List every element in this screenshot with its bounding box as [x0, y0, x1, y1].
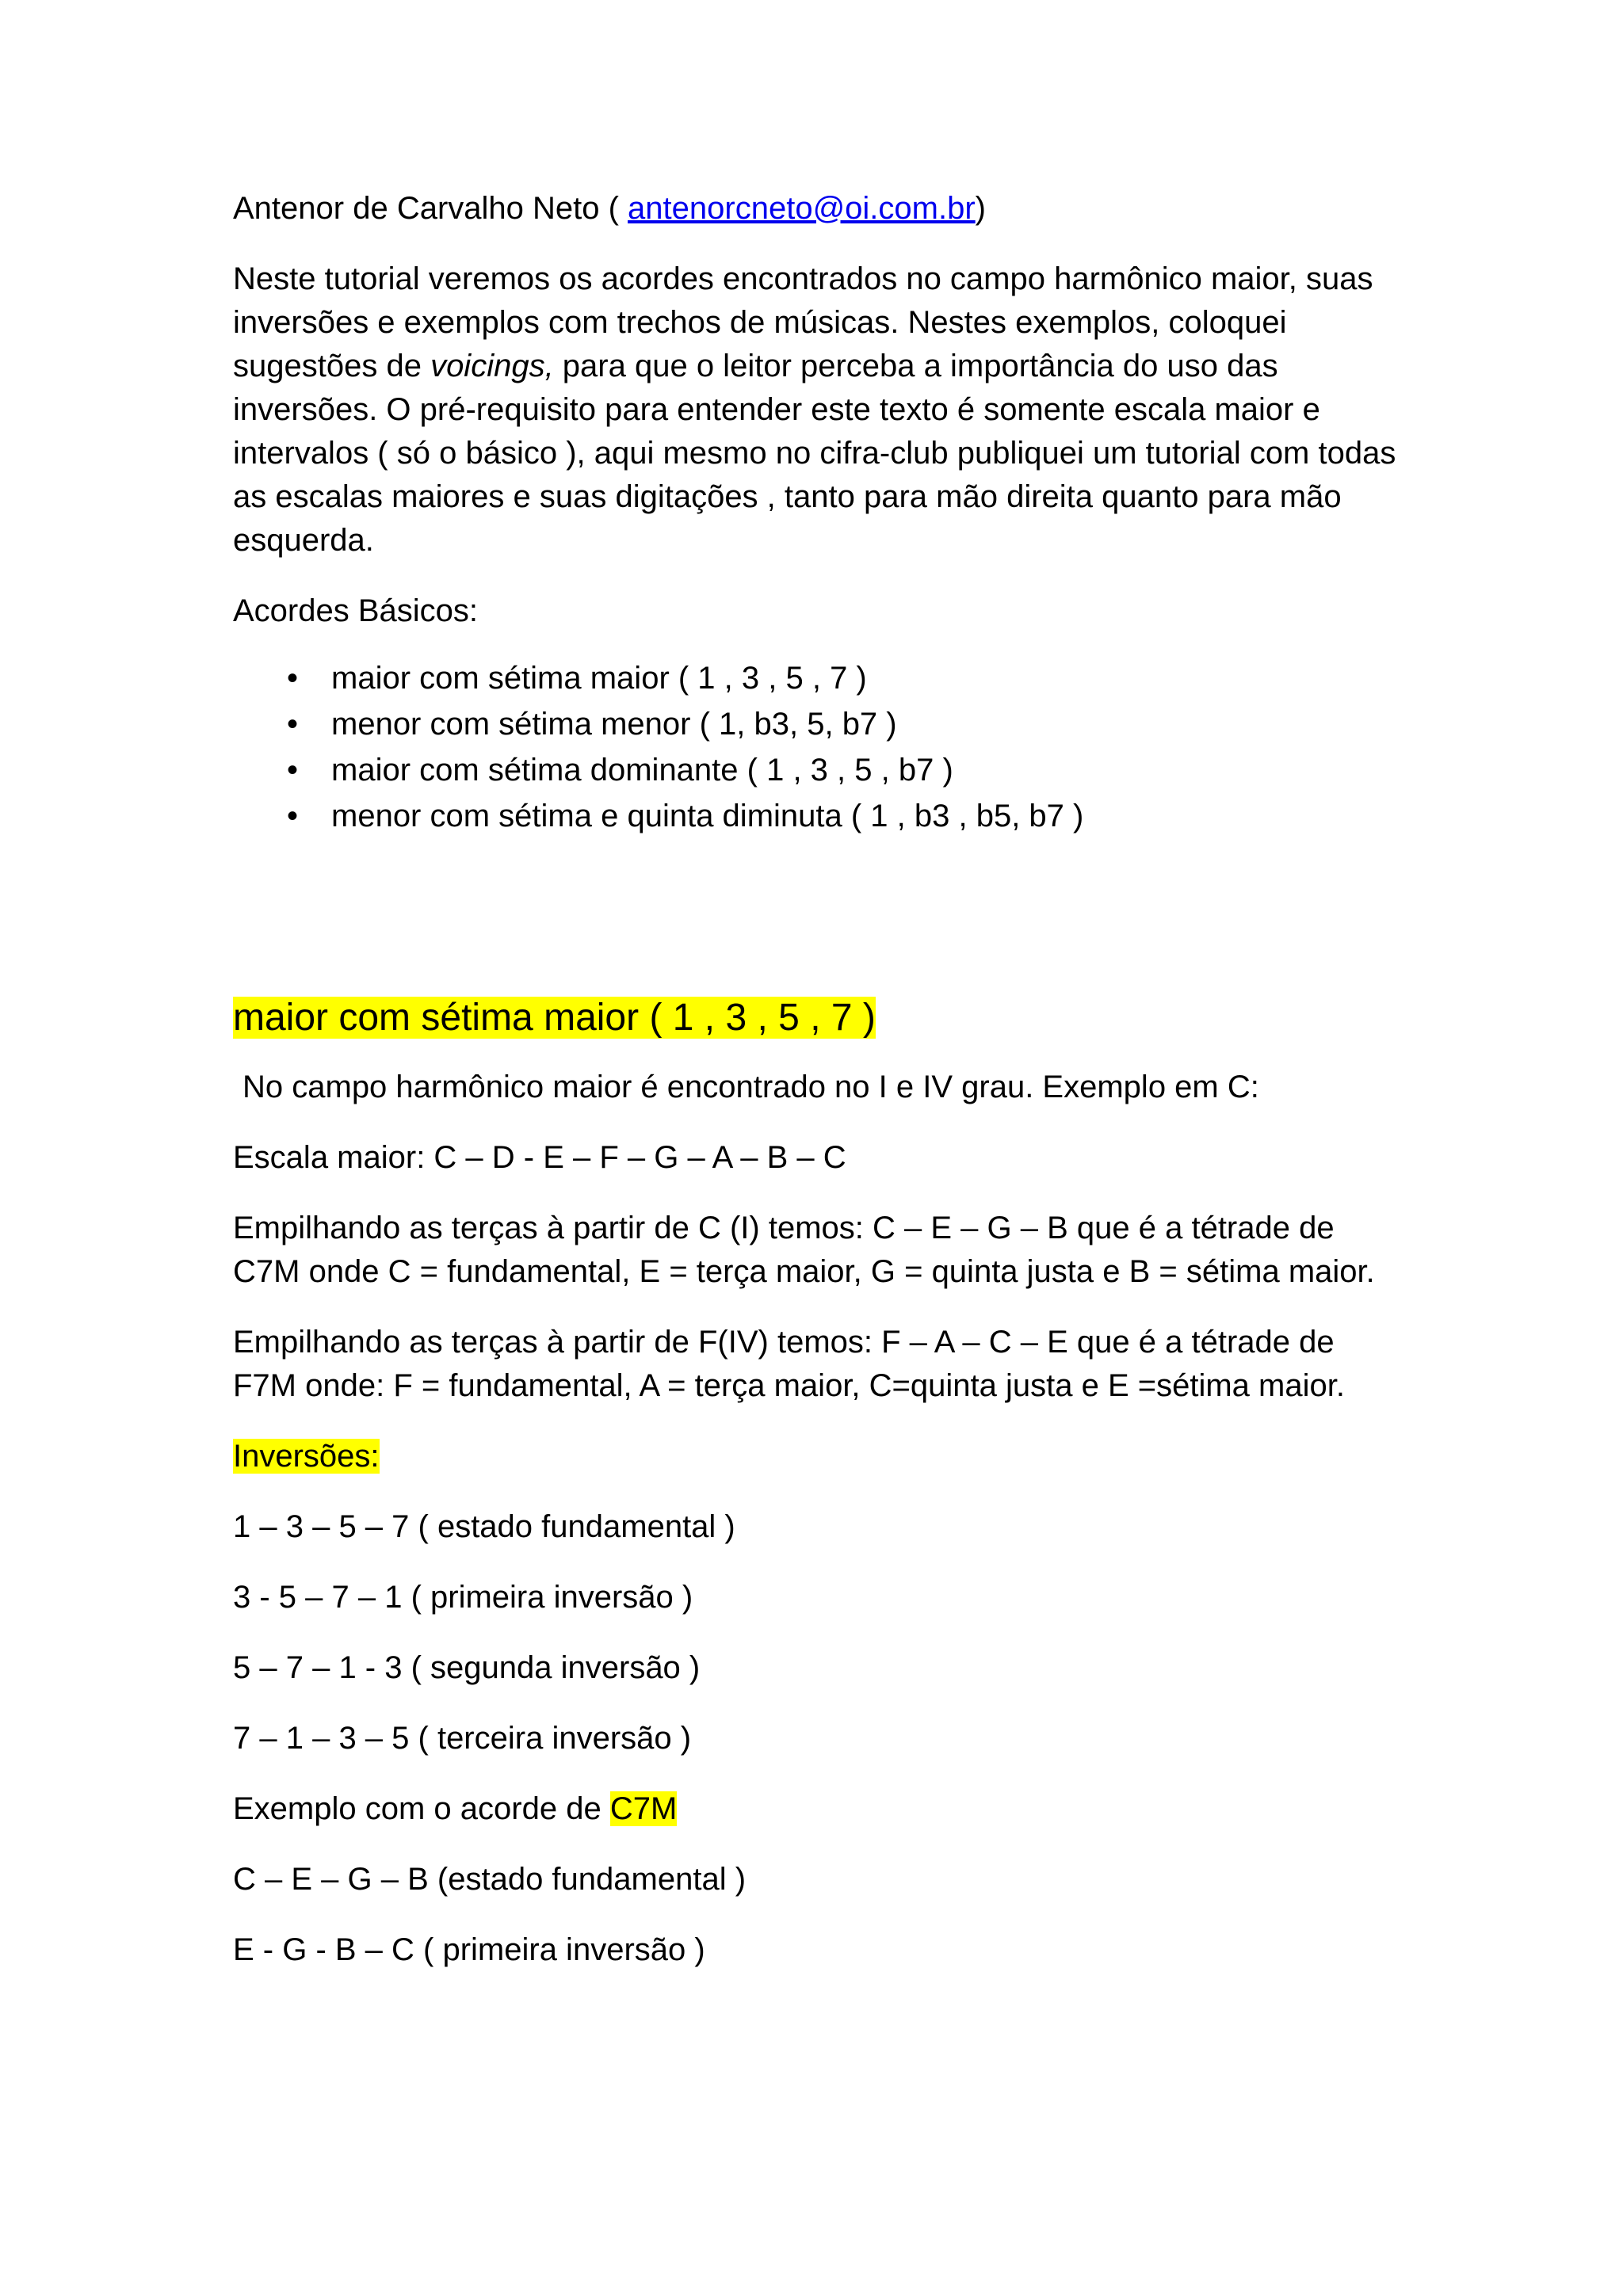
list-item-text: menor com sétima menor ( 1, b3, 5, b7 ) — [331, 707, 897, 742]
section-title-text: maior com sétima maior ( 1 , 3 , 5 , 7 ) — [233, 997, 876, 1039]
bullet-icon: • — [287, 753, 299, 788]
inversions-heading-text: Inversões: — [233, 1439, 380, 1474]
list-item — [233, 655, 1406, 701]
author-name: Antenor de Carvalho Neto ( — [233, 191, 628, 226]
author-line — [233, 187, 1406, 231]
section-paragraph-3: Empilhando as terças à partir de C (I) temos: C – E – G – B que é a tétrade de C7M onde C = fundamental, E = terça maior, G = quinta justa e B = sétima maior. — [233, 1211, 1375, 1289]
list-item — [233, 701, 1406, 747]
inversions-heading — [233, 1435, 1406, 1478]
example-line: C – E – G – B (estado fundamental ) — [233, 1862, 747, 1897]
bullet-icon: • — [287, 707, 299, 742]
section-paragraph-4: Empilhando as terças à partir de F(IV) temos: F – A – C – E que é a tétrade de F7M onde: F = fundamental, A = terça maior, C=quinta justa e E =sétima maior. — [233, 1325, 1345, 1403]
section-title — [233, 994, 1406, 1042]
basic-chords-list — [233, 655, 1406, 839]
section-paragraph-1: No campo harmônico maior é encontrado no I e IV grau. Exemplo em C: — [242, 1070, 1259, 1104]
list-item-text: menor com sétima e quinta diminuta ( 1 , b3 , b5, b7 ) — [331, 799, 1084, 833]
document-content — [233, 187, 1406, 1999]
inversion-line: 5 – 7 – 1 - 3 ( segunda inversão ) — [233, 1650, 701, 1685]
list-item-text: maior com sétima dominante ( 1 , 3 , 5 , b7 ) — [331, 753, 953, 788]
example-line: E - G - B – C ( primeira inversão ) — [233, 1932, 705, 1967]
basic-chords-heading: Acordes Básicos: — [233, 593, 479, 628]
intro-text-2: para que o leitor perceba a importância do uso das inversões. O pré-requisito para entender este texto é somente escala maior e intervalos ( só o básico ), aqui mesmo no cifra-club publiquei um tutorial com todas as escalas maiores e suas digitações , tanto para mão direita quanto para mão esquerda. — [233, 349, 1396, 558]
list-item-text: maior com sétima maior ( 1 , 3 , 5 , 7 ) — [331, 661, 867, 696]
bullet-icon: • — [287, 661, 299, 696]
example-heading — [233, 1787, 1406, 1831]
inversion-line: 1 – 3 – 5 – 7 ( estado fundamental ) — [233, 1509, 735, 1544]
intro-italic: voicings, — [430, 349, 554, 383]
intro-paragraph — [233, 257, 1406, 563]
example-chord: C7M — [609, 1791, 678, 1826]
list-item — [233, 793, 1406, 839]
author-suffix: ) — [975, 191, 986, 226]
bullet-icon: • — [287, 799, 299, 833]
author-email-link[interactable]: antenorcneto@oi.com.br — [628, 191, 976, 226]
inversion-line: 7 – 1 – 3 – 5 ( terceira inversão ) — [233, 1721, 692, 1756]
section-paragraph-2: Escala maior: C – D - E – F – G – A – B – C — [233, 1140, 846, 1175]
example-prefix: Exemplo com o acorde de — [233, 1791, 610, 1826]
inversion-line: 3 - 5 – 7 – 1 ( primeira inversão ) — [233, 1580, 693, 1615]
intro-text-1: Neste tutorial veremos os acordes encontrados no campo harmônico maior, suas inversões e exemplos com trechos de músicas. Nestes exemplos, coloquei sugestões de — [233, 261, 1373, 383]
list-item — [233, 747, 1406, 793]
